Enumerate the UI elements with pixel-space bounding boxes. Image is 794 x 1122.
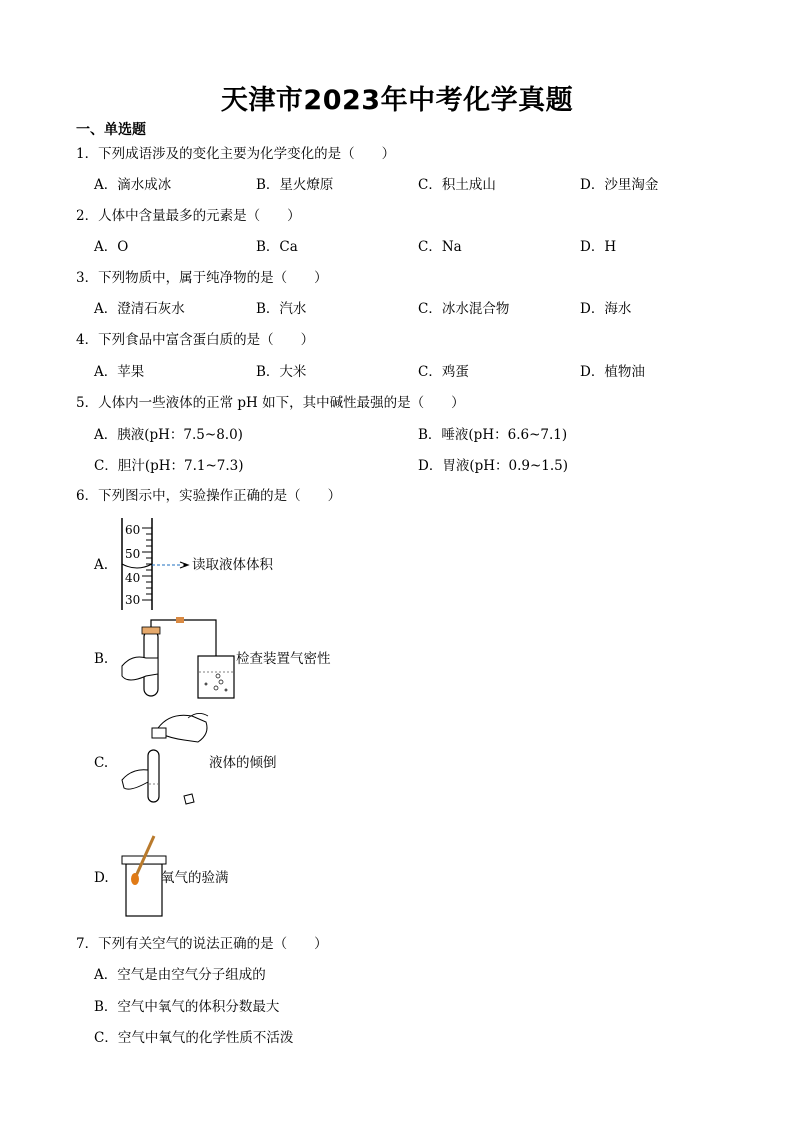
- option-b: B．唾液(pH：6.6~7.1): [418, 427, 568, 443]
- option-a: A．滴水成冰: [94, 177, 172, 193]
- option-d: D．植物油: [580, 364, 645, 380]
- airtightness-figure: [118, 614, 238, 702]
- question-stem: 7．下列有关空气的说法正确的是（ ）: [76, 936, 328, 952]
- section-heading: 一、单选题: [76, 122, 146, 138]
- scale-tick-50: 50: [125, 547, 141, 561]
- figure-caption-b: 检查装置气密性: [236, 651, 331, 667]
- option-a: A．苹果: [94, 364, 145, 380]
- option-d: D．胃液(pH：0.9~1.5): [418, 458, 569, 474]
- figure-caption-a: 读取液体体积: [192, 557, 273, 573]
- option-b: B．空气中氧气的体积分数最大: [94, 999, 280, 1015]
- option-a: A．澄清石灰水: [94, 301, 185, 317]
- scale-tick-30: 30: [125, 593, 141, 607]
- question-stem: 4．下列食品中富含蛋白质的是（ ）: [76, 332, 315, 348]
- option-d: D.: [94, 870, 109, 886]
- option-b: B．大米: [256, 364, 307, 380]
- option-d: D．海水: [580, 301, 632, 317]
- question-stem: 6．下列图示中，实验操作正确的是（ ）: [76, 488, 342, 504]
- scale-tick-60: 60: [125, 523, 141, 537]
- scale-tick-40: 40: [125, 571, 141, 585]
- option-b: B.: [94, 651, 109, 667]
- pouring-liquid-figure: [118, 708, 218, 812]
- figure-caption-d: 氧气的验满: [161, 870, 229, 886]
- question-stem: 2．人体中含量最多的元素是（ ）: [76, 208, 301, 224]
- option-b: B．汽水: [256, 301, 307, 317]
- option-a: A.: [94, 557, 109, 573]
- option-c: C．鸡蛋: [418, 364, 469, 380]
- page-title: 天津市2023年中考化学真题: [220, 85, 574, 116]
- option-b: B．Ca: [256, 239, 298, 255]
- option-a: A．O: [94, 239, 129, 255]
- question-stem: 3．下列物质中，属于纯净物的是（ ）: [76, 270, 328, 286]
- option-c: C．空气中氧气的化学性质不活泼: [94, 1030, 294, 1046]
- option-c: C．Na: [418, 239, 462, 255]
- option-a: A．空气是由空气分子组成的: [94, 967, 266, 983]
- option-c: C．胆汁(pH：7.1~7.3): [94, 458, 244, 474]
- option-a: A．胰液(pH：7.5~8.0): [94, 427, 243, 443]
- option-d: D．H: [580, 239, 617, 255]
- option-c: C．冰水混合物: [418, 301, 510, 317]
- option-b: B．星火燎原: [256, 177, 334, 193]
- question-stem: 1．下列成语涉及的变化主要为化学变化的是（ ）: [76, 146, 396, 162]
- question-stem: 5．人体内一些液体的正常 pH 如下，其中碱性最强的是（ ）: [76, 395, 465, 411]
- option-c: C．积土成山: [418, 177, 496, 193]
- option-c: C.: [94, 755, 109, 771]
- option-d: D．沙里淘金: [580, 177, 659, 193]
- figure-caption-c: 液体的倾倒: [209, 755, 277, 771]
